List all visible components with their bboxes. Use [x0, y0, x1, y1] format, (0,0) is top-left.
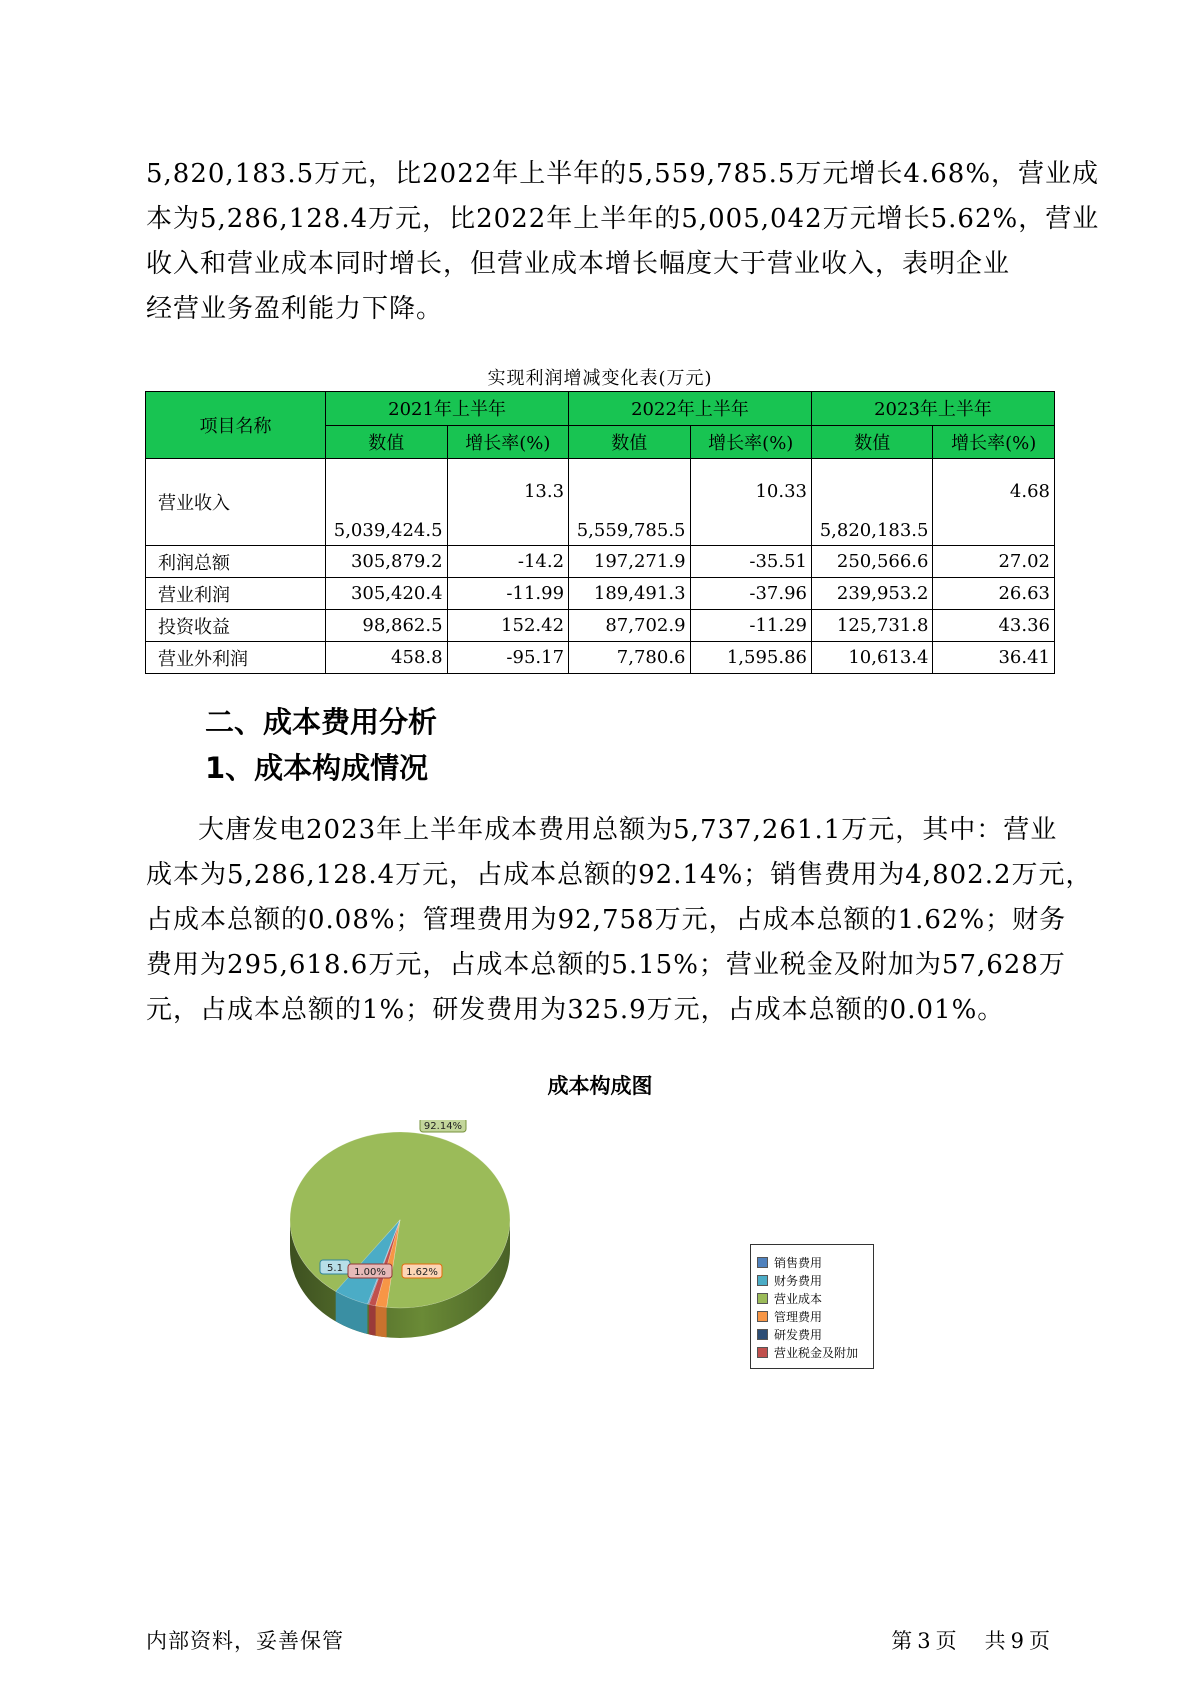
cell-value: 305,420.4 — [326, 578, 447, 610]
cell-value: 10,613.4 — [812, 642, 933, 674]
legend-swatch — [757, 1311, 768, 1322]
section-heading: 二、成本费用分析 — [205, 705, 438, 739]
cell-value: 5,559,785.5 — [569, 459, 690, 546]
legend-label: 财务费用 — [774, 1273, 823, 1288]
pie-slice-side — [376, 1306, 387, 1338]
chart-title: 成本构成图 — [547, 1074, 653, 1098]
cell-growth: -35.51 — [690, 546, 811, 578]
paragraph-line: 收入和营业成本同时增长，但营业成本增长幅度大于营业收入，表明企业 — [146, 249, 1011, 279]
header-value: 数值 — [326, 425, 447, 459]
cell-value: 87,702.9 — [569, 610, 690, 642]
page-number — [889, 1625, 1053, 1655]
row-name: 营业收入 — [146, 459, 326, 546]
cell-value: 125,731.8 — [812, 610, 933, 642]
legend-swatch — [757, 1293, 768, 1304]
profit-change-table — [145, 391, 1055, 674]
paragraph-line: 成本为5,286,128.4万元，占成本总额的92.14%；销售费用为4,802.2万元， — [146, 860, 1093, 890]
legend-item — [757, 1325, 867, 1343]
header-year-2022: 2022年上半年 — [569, 392, 812, 426]
sub-heading: 1、成本构成情况 — [205, 751, 429, 785]
legend-label: 营业税金及附加 — [774, 1345, 859, 1360]
header-year-2021: 2021年上半年 — [326, 392, 569, 426]
legend-label: 研发费用 — [774, 1327, 823, 1342]
legend-swatch — [757, 1275, 768, 1286]
cell-value: 250,566.6 — [812, 546, 933, 578]
cell-growth: 1,595.86 — [690, 642, 811, 674]
legend-item — [757, 1343, 867, 1361]
legend-swatch — [757, 1329, 768, 1340]
pie-data-label — [420, 1120, 466, 1132]
legend-item — [757, 1271, 867, 1289]
paragraph-line: 本为5,286,128.4万元，比2022年上半年的5,005,042万元增长5.62%，营业 — [146, 204, 1100, 234]
row-name: 投资收益 — [146, 610, 326, 642]
cell-growth: -14.2 — [447, 546, 568, 578]
table-row — [146, 546, 1055, 578]
cell-growth: -11.29 — [690, 610, 811, 642]
table-row — [146, 642, 1055, 674]
cell-value: 5,039,424.5 — [326, 459, 447, 546]
pie-data-label-text: 5.1 — [327, 1263, 343, 1274]
row-name: 营业外利润 — [146, 642, 326, 674]
cell-value: 98,862.5 — [326, 610, 447, 642]
paragraph-line: 元，占成本总额的1%；研发费用为325.9万元，占成本总额的0.01%。 — [146, 995, 1005, 1025]
footer-note: 内部资料，妥善保管 — [146, 1629, 344, 1653]
cell-value: 197,271.9 — [569, 546, 690, 578]
cell-growth: 10.33 — [690, 459, 811, 546]
legend-label: 管理费用 — [774, 1309, 823, 1324]
legend-item — [757, 1253, 867, 1271]
pie-data-label-text: 92.14% — [423, 1121, 463, 1132]
cell-value: 5,820,183.5 — [812, 459, 933, 546]
paragraph-line: 5,820,183.5万元，比2022年上半年的5,559,785.5万元增长4.68%，营业成 — [146, 159, 1100, 189]
page-current: 3 — [917, 1629, 932, 1653]
header-year-2023: 2023年上半年 — [812, 392, 1055, 426]
header-growth: 增长率(%) — [447, 425, 568, 459]
header-item-name: 项目名称 — [146, 392, 326, 459]
legend-label: 营业成本 — [774, 1291, 823, 1306]
pie-data-label — [320, 1260, 350, 1274]
chart-legend — [750, 1244, 874, 1369]
legend-item — [757, 1307, 867, 1325]
cell-growth: 27.02 — [933, 546, 1055, 578]
page-suffix: 页 — [935, 1629, 958, 1653]
table-row — [146, 610, 1055, 642]
total-prefix: 共 — [984, 1629, 1007, 1653]
cell-value: 7,780.6 — [569, 642, 690, 674]
table-row — [146, 459, 1055, 546]
intro-paragraph — [146, 152, 1100, 332]
paragraph-line: 占成本总额的0.08%；管理费用为92,758万元，占成本总额的1.62%；财务 — [146, 905, 1067, 935]
legend-label: 销售费用 — [774, 1255, 823, 1270]
cell-growth: 36.41 — [933, 642, 1055, 674]
table-row — [146, 578, 1055, 610]
total-suffix: 页 — [1029, 1629, 1051, 1653]
row-name: 营业利润 — [146, 578, 326, 610]
cell-growth: 4.68 — [933, 459, 1055, 546]
cell-growth: 26.63 — [933, 578, 1055, 610]
cell-value: 305,879.2 — [326, 546, 447, 578]
header-growth: 增长率(%) — [690, 425, 811, 459]
row-name: 利润总额 — [146, 546, 326, 578]
legend-swatch — [757, 1257, 768, 1268]
pie-data-label-text: 1.00% — [354, 1267, 386, 1278]
pie-data-label — [402, 1264, 442, 1278]
paragraph-line: 费用为295,618.6万元，占成本总额的5.15%；营业税金及附加为57,628万 — [146, 950, 1066, 980]
page-total: 9 — [1010, 1629, 1025, 1653]
pie-data-label-text: 1.62% — [406, 1267, 438, 1278]
header-value: 数值 — [812, 425, 933, 459]
paragraph-line: 经营业务盈利能力下降。 — [146, 294, 444, 324]
table-caption: 实现利润增减变化表(万元) — [487, 368, 713, 389]
cell-value: 189,491.3 — [569, 578, 690, 610]
header-growth: 增长率(%) — [933, 425, 1055, 459]
pie-data-label — [348, 1264, 392, 1278]
cell-growth: -11.99 — [447, 578, 568, 610]
page-prefix: 第 — [891, 1629, 914, 1653]
cell-value: 239,953.2 — [812, 578, 933, 610]
paragraph-line: 大唐发电2023年上半年成本费用总额为5,737,261.1万元，其中：营业 — [198, 815, 1058, 845]
cell-growth: 43.36 — [933, 610, 1055, 642]
header-value: 数值 — [569, 425, 690, 459]
pie-slice-side — [369, 1304, 376, 1335]
cell-growth: 13.3 — [447, 459, 568, 546]
cell-growth: -37.96 — [690, 578, 811, 610]
cell-growth: -95.17 — [447, 642, 568, 674]
cell-growth: 152.42 — [447, 610, 568, 642]
legend-item — [757, 1289, 867, 1307]
cost-pie-chart — [290, 1120, 590, 1390]
cell-value: 458.8 — [326, 642, 447, 674]
cost-paragraph — [146, 808, 1093, 1033]
legend-swatch — [757, 1347, 768, 1358]
